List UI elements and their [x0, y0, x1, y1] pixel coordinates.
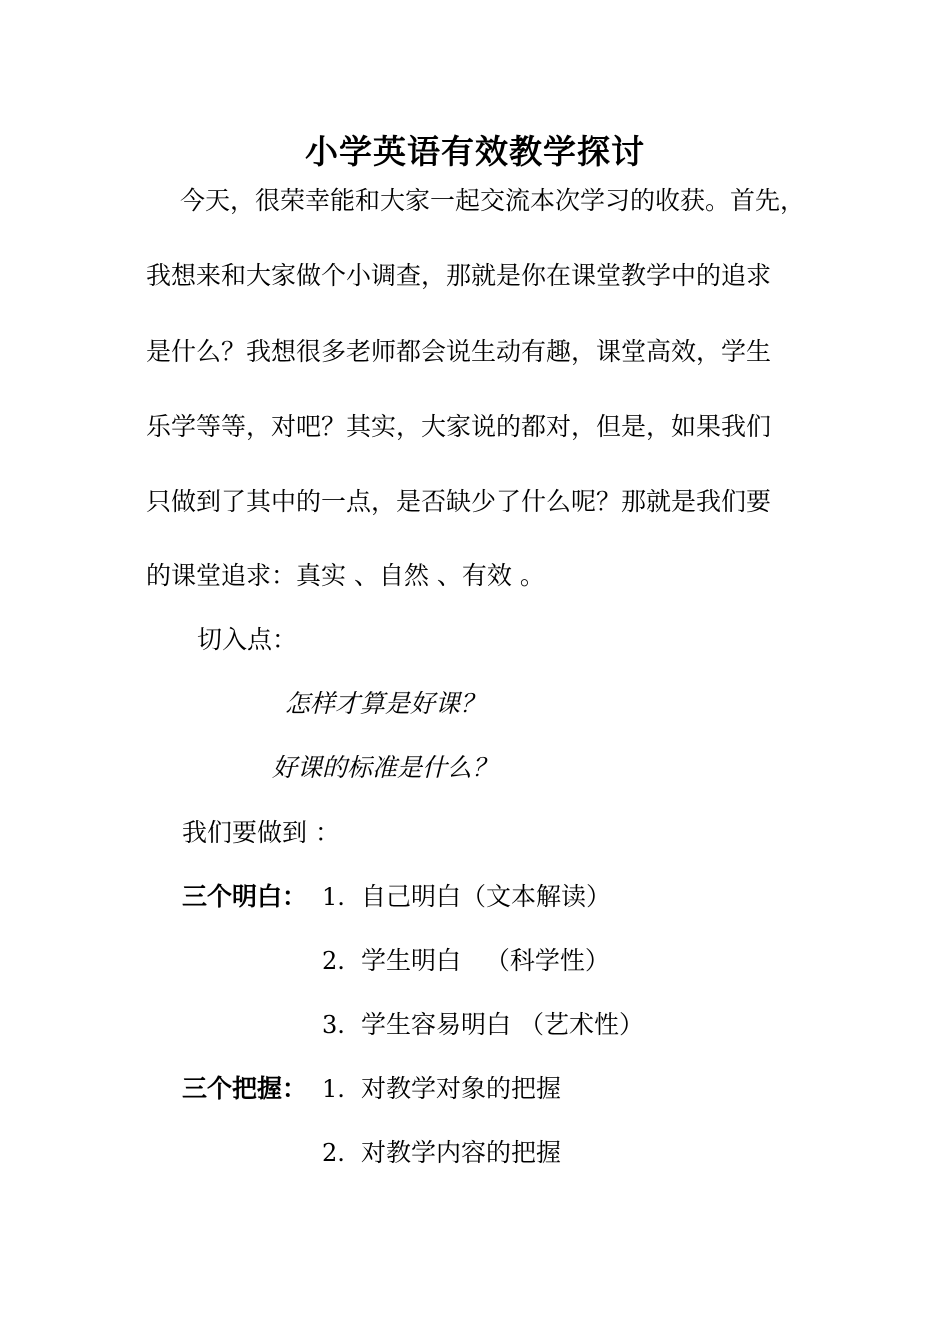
- paragraph-line: 只做到了其中的一点，是否缺少了什么呢？那就是我们要: [146, 487, 772, 516]
- list-number: 1.: [322, 1075, 345, 1103]
- list-item: 学生明白 （科学性）: [361, 946, 610, 975]
- list-item: 自己明白（文本解读）: [361, 882, 612, 911]
- paragraph-line: 今天，很荣幸能和大家一起交流本次学习的收获。首先，: [180, 186, 806, 215]
- list-number: 2.: [322, 1139, 345, 1167]
- list-number: 1.: [322, 883, 345, 911]
- question-line: 怎样才算是好课？: [285, 689, 486, 718]
- paragraph-line: 的课堂追求：真实 、自然 、有效 。: [146, 561, 545, 590]
- document-title: 小学英语有效教学探讨: [305, 132, 645, 171]
- list-item: 对教学对象的把握: [361, 1074, 562, 1103]
- paragraph-line: 是什么？我想很多老师都会说生动有趣，课堂高效，学生: [146, 337, 772, 366]
- paragraph-line: 我想来和大家做个小调查，那就是你在课堂教学中的追求: [146, 261, 772, 290]
- list-item: 学生容易明白 （艺术性）: [361, 1010, 644, 1039]
- entry-point-label: 切入点：: [197, 625, 298, 654]
- list-number: 2.: [322, 947, 345, 975]
- paragraph-line: 乐学等等，对吧？其实，大家说的都对，但是，如果我们: [146, 412, 772, 441]
- list-item: 对教学内容的把握: [361, 1138, 562, 1167]
- three-understandings-label: 三个明白：: [182, 882, 308, 911]
- list-number: 3.: [322, 1011, 345, 1039]
- goal-label: 我们要做到 ：: [182, 818, 340, 847]
- question-line: 好课的标准是什么？: [272, 753, 498, 782]
- three-grasps-label: 三个把握：: [182, 1074, 308, 1103]
